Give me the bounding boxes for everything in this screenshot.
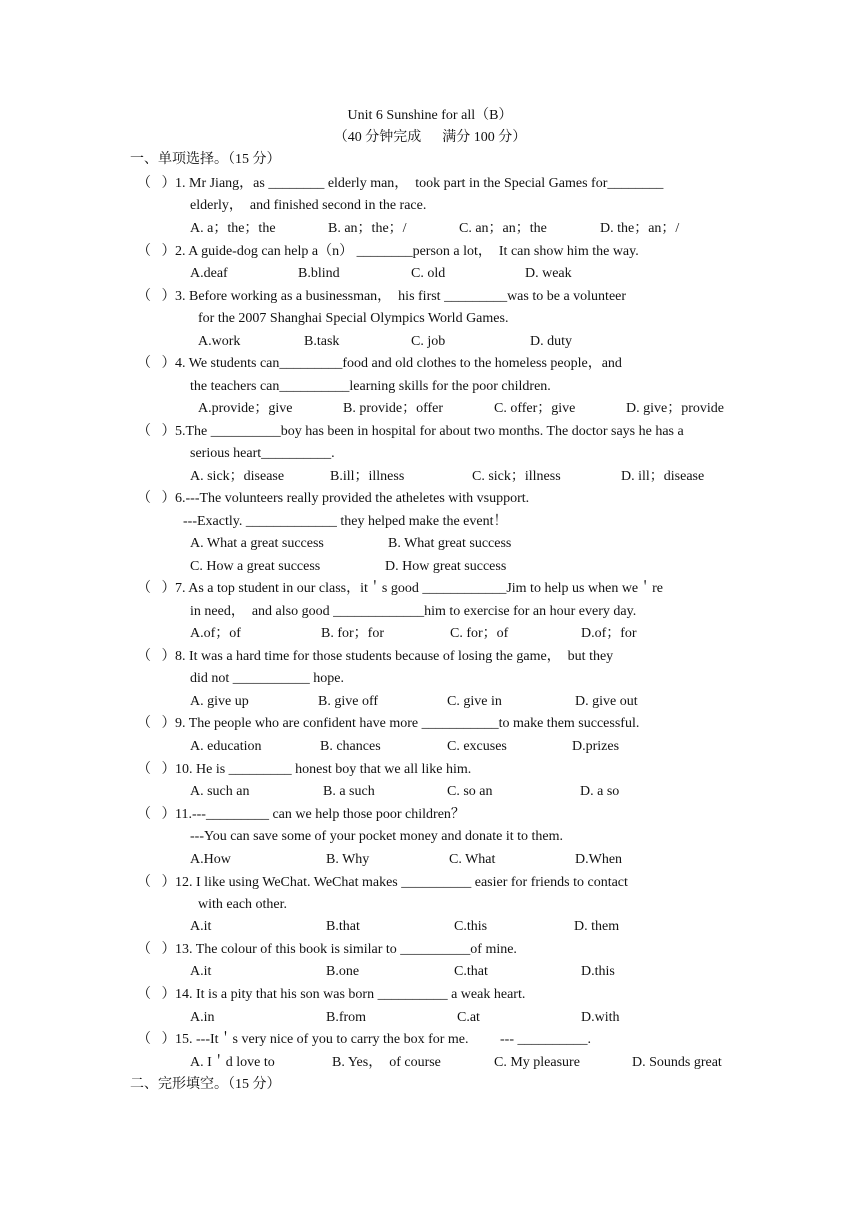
question-4-option-c[interactable]: C. offer；give — [494, 401, 576, 416]
question-2-option-b[interactable]: B.blind — [298, 266, 340, 281]
question-11-option-b[interactable]: B. Why — [326, 852, 370, 867]
question-8-stem: 8. It was a hard time for those students because of losing the game， but they — [175, 649, 614, 664]
question-6-option-d[interactable]: D. How great success — [385, 559, 507, 574]
question-3-option-b[interactable]: B.task — [304, 334, 340, 349]
question-13-option-d[interactable]: D.this — [581, 964, 615, 979]
question-10-stem: 10. He is _________ honest boy that we all like him. — [175, 762, 472, 777]
answer-blank[interactable]: （ ） — [137, 942, 176, 957]
question-5-continuation: serious heart__________. — [190, 446, 335, 461]
question-3-option-a[interactable]: A.work — [198, 334, 241, 349]
question-9-option-c[interactable]: C. excuses — [447, 739, 507, 754]
question-8-continuation: did not ___________ hope. — [190, 671, 344, 686]
question-8-option-d[interactable]: D. give out — [575, 694, 638, 709]
question-15-option-d[interactable]: D. Sounds great — [632, 1055, 722, 1070]
question-6-dialog: ---Exactly. _____________ they helped make the event！ — [183, 514, 508, 529]
question-6-stem: 6.---The volunteers really provided the atheletes with vsupport. — [175, 491, 530, 506]
answer-blank[interactable]: （ ） — [137, 176, 176, 191]
question-11-continuation: ---You can save some of your pocket money and donate it to them. — [190, 829, 563, 844]
question-2-option-c[interactable]: C. old — [411, 266, 446, 281]
answer-blank[interactable]: （ ） — [137, 716, 176, 731]
question-10-option-d[interactable]: D. a so — [580, 784, 620, 799]
question-5-option-d[interactable]: D. ill；disease — [621, 469, 705, 484]
question-12-option-c[interactable]: C.this — [454, 919, 488, 934]
question-11-option-c[interactable]: C. What — [449, 852, 496, 867]
answer-blank[interactable]: （ ） — [137, 762, 176, 777]
question-12-option-b[interactable]: B.that — [326, 919, 360, 934]
question-8-option-a[interactable]: A. give up — [190, 694, 249, 709]
question-3-stem: 3. Before working as a businessman， his first _________was to be a volunteer — [175, 289, 627, 304]
question-14-option-d[interactable]: D.with — [581, 1010, 620, 1025]
question-4-option-b[interactable]: B. provide；offer — [343, 401, 444, 416]
section-heading-multiple-choice: 一、单项选择。（15 分） — [130, 152, 281, 167]
answer-blank[interactable]: （ ） — [137, 649, 176, 664]
question-7-option-b[interactable]: B. for；for — [321, 626, 384, 641]
question-3-option-d[interactable]: D. duty — [530, 334, 572, 349]
question-10-option-c[interactable]: C. so an — [447, 784, 493, 799]
question-7-option-c[interactable]: C. for；of — [450, 626, 509, 641]
question-13-option-a[interactable]: A.it — [190, 964, 212, 979]
question-2-stem: 2. A guide-dog can help a（n） ________person a lot， It can show him the way. — [175, 244, 639, 259]
question-9-stem: 9. The people who are confident have more ___________to make them successful. — [175, 716, 640, 731]
question-5-option-c[interactable]: C. sick；illness — [472, 469, 561, 484]
question-14-option-b[interactable]: B.from — [326, 1010, 367, 1025]
question-15-option-b[interactable]: B. Yes， of course — [332, 1055, 441, 1070]
question-11-option-a[interactable]: A.How — [190, 852, 231, 867]
question-6-option-c[interactable]: C. How a great success — [190, 559, 321, 574]
question-12-continuation: with each other. — [198, 897, 288, 912]
question-3-option-c[interactable]: C. job — [411, 334, 446, 349]
question-4-option-a[interactable]: A.provide；give — [198, 401, 293, 416]
question-7-stem: 7. As a top student in our class，it＇s good ____________Jim to help us when we＇re — [175, 581, 664, 596]
question-11-stem: 11.---_________ can we help those poor children？ — [175, 807, 465, 822]
question-12-option-a[interactable]: A.it — [190, 919, 212, 934]
question-10-option-a[interactable]: A. such an — [190, 784, 250, 799]
answer-blank[interactable]: （ ） — [137, 581, 176, 596]
question-14-stem: 14. It is a pity that his son was born __________ a weak heart. — [175, 987, 526, 1002]
answer-blank[interactable]: （ ） — [137, 244, 176, 259]
question-5-option-b[interactable]: B.ill；illness — [330, 469, 405, 484]
question-15-option-c[interactable]: C. My pleasure — [494, 1055, 580, 1070]
question-12-stem: 12. I like using WeChat. WeChat makes __________ easier for friends to contact — [175, 875, 628, 890]
question-12-option-d[interactable]: D. them — [574, 919, 620, 934]
question-8-option-c[interactable]: C. give in — [447, 694, 502, 709]
question-4-option-d[interactable]: D. give；provide — [626, 401, 724, 416]
answer-blank[interactable]: （ ） — [137, 1032, 176, 1047]
question-10-option-b[interactable]: B. a such — [323, 784, 375, 799]
answer-blank[interactable]: （ ） — [137, 875, 176, 890]
question-7-option-d[interactable]: D.of；for — [581, 626, 637, 641]
question-9-option-a[interactable]: A. education — [190, 739, 262, 754]
question-6-option-b[interactable]: B. What great success — [388, 536, 512, 551]
answer-blank[interactable]: （ ） — [137, 491, 176, 506]
question-6-option-a[interactable]: A. What a great success — [190, 536, 324, 551]
question-4-continuation: the teachers can__________learning skills for the poor children. — [190, 379, 551, 394]
question-8-option-b[interactable]: B. give off — [318, 694, 379, 709]
question-14-option-c[interactable]: C.at — [457, 1010, 480, 1025]
answer-blank[interactable]: （ ） — [137, 987, 176, 1002]
question-13-stem: 13. The colour of this book is similar to __________of mine. — [175, 942, 517, 957]
question-15-option-a[interactable]: A. I＇d love to — [190, 1055, 275, 1070]
question-7-continuation: in need， and also good _____________him to exercise for an hour every day. — [190, 604, 637, 619]
answer-blank[interactable]: （ ） — [137, 289, 176, 304]
answer-blank[interactable]: （ ） — [137, 424, 176, 439]
question-14-option-a[interactable]: A.in — [190, 1010, 215, 1025]
question-5-option-a[interactable]: A. sick；disease — [190, 469, 285, 484]
question-1-option-d[interactable]: D. the；an；/ — [600, 221, 680, 236]
question-4-stem: 4. We students can_________food and old clothes to the homeless people，and — [175, 356, 622, 371]
question-2-option-d[interactable]: D. weak — [525, 266, 572, 281]
question-2-option-a[interactable]: A.deaf — [190, 266, 228, 281]
question-5-stem: 5.The __________boy has been in hospital for about two months. The doctor says he has a — [175, 424, 684, 439]
question-3-continuation: for the 2007 Shanghai Special Olympics World Games. — [198, 311, 509, 326]
answer-blank[interactable]: （ ） — [137, 807, 176, 822]
question-1-option-a[interactable]: A. a；the；the — [190, 221, 276, 236]
question-9-option-b[interactable]: B. chances — [320, 739, 381, 754]
section-heading-cloze: 二、完形填空。（15 分） — [130, 1077, 281, 1092]
question-1-stem: 1. Mr Jiang，as ________ elderly man， took part in the Special Games for________ — [175, 176, 664, 191]
document-subtitle: （40 分钟完成 满分 100 分） — [333, 130, 527, 145]
answer-blank[interactable]: （ ） — [137, 356, 176, 371]
question-15-stem: 15. ---It＇s very nice of you to carry the box for me. --- __________. — [175, 1032, 592, 1047]
question-9-option-d[interactable]: D.prizes — [572, 739, 620, 754]
question-1-option-b[interactable]: B. an；the；/ — [328, 221, 407, 236]
question-7-option-a[interactable]: A.of；of — [190, 626, 241, 641]
question-1-option-c[interactable]: C. an；an；the — [459, 221, 547, 236]
question-11-option-d[interactable]: D.When — [575, 852, 623, 867]
question-13-option-c[interactable]: C.that — [454, 964, 488, 979]
question-13-option-b[interactable]: B.one — [326, 964, 360, 979]
document-title: Unit 6 Sunshine for all（B） — [347, 108, 513, 123]
question-1-continuation: elderly， and finished second in the race. — [190, 198, 427, 213]
